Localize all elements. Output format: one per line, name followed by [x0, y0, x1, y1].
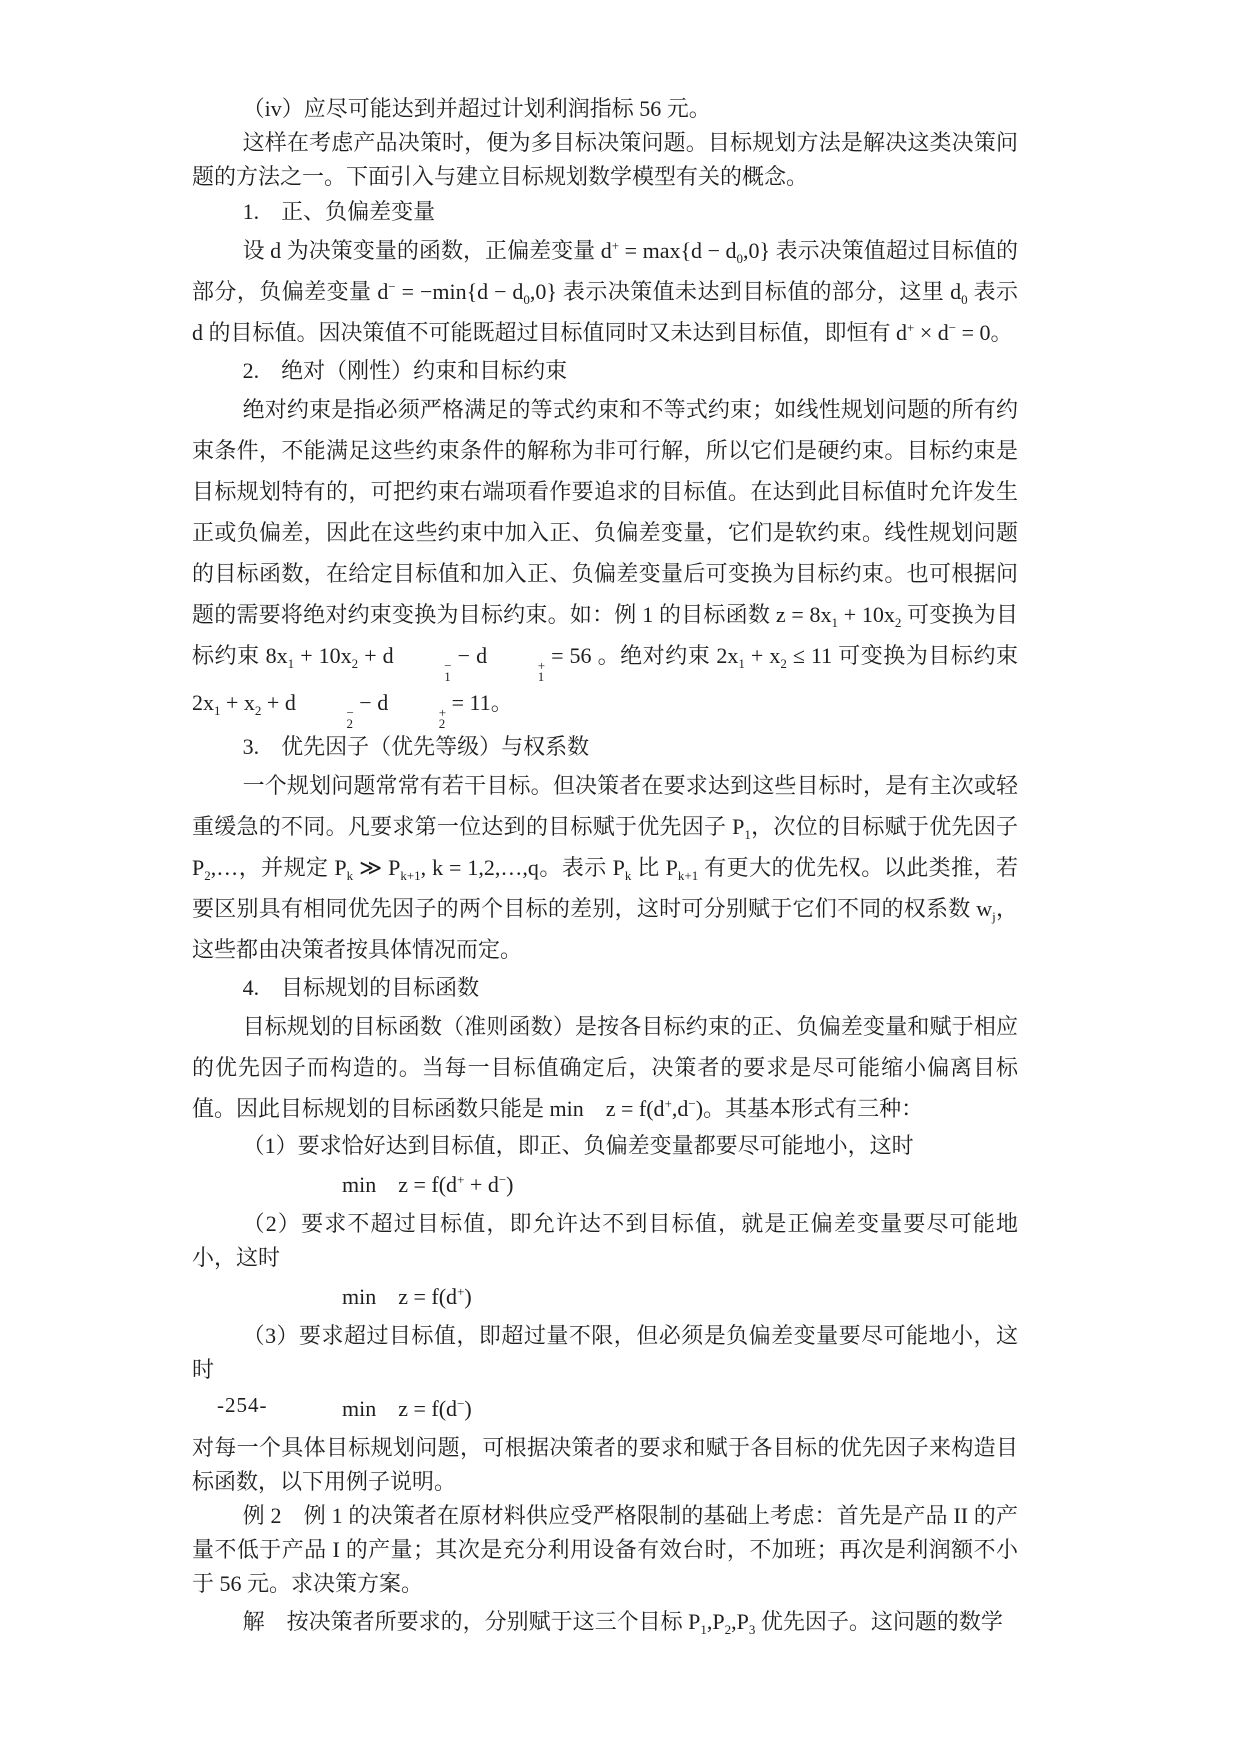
section-3-heading: 3. 优先因子（优先等级）与权系数 — [242, 734, 590, 759]
paragraph-priority-factors: 一个规划问题常常有若干目标。但决策者在要求达到这些目标时，是有主次或轻重缓急的不同。凡要求第一位达到的目标赋于优先因子 $P_1$，次位的目标赋于优先因子 $P_2,\dots$，并规定 $P_k$ ≫ $P_{k+1}$, k = 1,2,…,q。表示 $P_k$ 比 $P_{k+1}$ 有更大的优先权。以此类推，若要区别具有相同优先因子的两个目标的差别，这时可分别赋于它们不同的权系数 $w_j$，这些都由决策者按具体情况而定。 — [192, 773, 1018, 962]
formula-min-positive: min z = f(d+) — [342, 1284, 472, 1309]
paragraph-case-2: （2）要求不超过目标值，即允许达不到目标值，就是正偏差变量要尽可能地小，这时 — [192, 1211, 1018, 1270]
section-1-heading: 1. 正、负偏差变量 — [242, 199, 436, 224]
paragraph-objective-function: 目标规划的目标函数（准则函数）是按各目标约束的正、负偏差变量和赋于相应的优先因子而构造的。当每一目标值确定后，决策者的要求是尽可能缩小偏离目标值。因此目标规划的目标函数只能是 min z = f(d+,d−)。其基本形式有三种： — [192, 1014, 1018, 1121]
paragraph-example-2: 例 2 例 1 的决策者在原材料供应受严格限制的基础上考虑：首先是产品 II 的产量不低于产品 I 的产量；其次是充分利用设备有效台时，不加班；再次是利润额不小于 56 元。求决策方案。 — [192, 1503, 1018, 1596]
paragraph-absolute-constraints: 绝对约束是指必须严格满足的等式约束和不等式约束；如线性规划问题的所有约束条件，不能满足这些约束条件的解称为非可行解，所以它们是硬约束。目标约束是目标规划特有的，可把约束右端项看作要追求的目标值。在达到此目标值时允许发生正或负偏差，因此在这些约束中加入正、负偏差变量，它们是软约束。线性规划问题的目标函数，在给定目标值和加入正、负偏差变量后可变换为目标约束。也可根据问题的需要将绝对约束变换为目标约束。如：例 1 的目标函数 $z = 8x_1 + 10x_2$ 可变换为目标约束 $8x_1 + 10x_2 + d$ − 1 − d + 1 = 56 。绝对约束 $2x_1 + x_2 \le 11$ 可变换为目标约束 $2x_1 + x_2 + d$ − 2 − d + 2 = 11。 — [192, 397, 1018, 731]
formula-min-negative: min z = f(d−) — [342, 1396, 472, 1421]
paragraph-solution: 解 按决策者所要求的，分别赋于这三个目标 $P_1,P_2,P_3$ 优先因子。这问题的数学 — [242, 1609, 1003, 1637]
paragraph-intro: 这样在考虑产品决策时，便为多目标决策问题。目标规划方法是解决这类决策问题的方法之一。下面引入与建立目标规划数学模型有关的概念。 — [192, 130, 1018, 189]
paragraph-deviation-variables: 设 d 为决策变量的函数，正偏差变量 $d^+ = \max\{d - d_0,0\}$ 表示决策值超过目标值的部分，负偏差变量 $d^- = -\min\{d - d_0,0\}$ 表示决策值未达到目标值的部分，这里 $d_0$ 表示 d 的目标值。因决策值不可能既超过目标值同时又未达到目标值，即恒有 d+ × d− = 0。 — [192, 238, 1018, 345]
paragraph-case-3: （3）要求超过目标值，即超过量不限，但必须是负偏差变量要尽可能地小，这时 — [192, 1323, 1018, 1382]
section-4-heading: 4. 目标规划的目标函数 — [242, 975, 480, 1000]
formula-min-sum: min z = f(d+ + d−) — [342, 1172, 514, 1197]
text-column — [192, 92, 1018, 1642]
paragraph-goal-iv: （iv）应尽可能达到并超过计划利润指标 56 元。 — [242, 96, 711, 121]
page-number: -254- — [217, 1393, 268, 1417]
paragraph-case-1: （1）要求恰好达到目标值，即正、负偏差变量都要尽可能地小，这时 — [242, 1133, 914, 1158]
section-2-heading: 2. 绝对（刚性）约束和目标约束 — [242, 358, 568, 383]
paragraph-construct: 对每一个具体目标规划问题，可根据决策者的要求和赋于各目标的优先因子来构造目标函数，以下用例子说明。 — [192, 1435, 1018, 1494]
